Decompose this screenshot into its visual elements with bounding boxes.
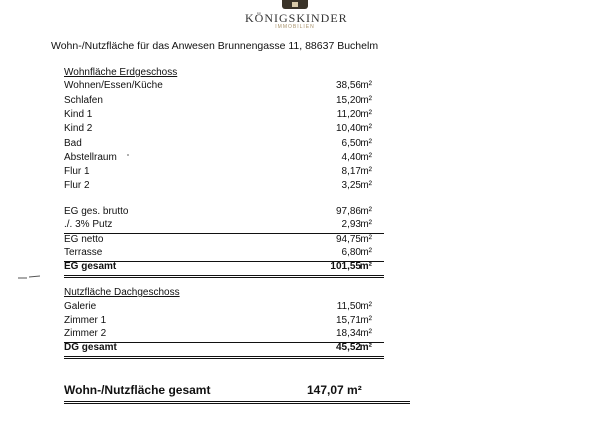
document-title: Wohn-/Nutzfläche für das Anwesen Brunnengasse 11, 88637 Buchelm xyxy=(51,40,379,52)
room-label: Flur 1 xyxy=(64,166,90,177)
area-unit: m² xyxy=(360,206,372,217)
room-row-storage xyxy=(64,152,384,166)
area-unit: m² xyxy=(360,166,372,177)
room-area: 4,40 xyxy=(341,152,361,163)
area-unit: m² xyxy=(360,301,372,312)
grand-total-label: Wohn-/Nutzfläche gesamt xyxy=(64,383,211,397)
crown-logo-icon xyxy=(282,0,308,9)
upper-floor-heading: Nutzfläche Dachgeschoss xyxy=(64,287,180,298)
area-unit: m² xyxy=(360,247,372,258)
room-area: 15,20 xyxy=(335,95,361,106)
brand-subtitle: IMMOBILIEN xyxy=(275,24,315,30)
area-unit: m² xyxy=(360,234,372,245)
gross-label: EG ges. brutto xyxy=(64,206,129,217)
plaster-area: 2,93 xyxy=(341,219,361,230)
room-area: 6,50 xyxy=(341,138,361,149)
room-label: Bad xyxy=(64,138,82,149)
area-unit: m² xyxy=(347,383,362,397)
room-row-gallery xyxy=(64,301,384,315)
room-label: Schlafen xyxy=(64,95,103,106)
area-unit: m² xyxy=(360,123,372,134)
area-unit: m² xyxy=(360,219,372,230)
scan-speck xyxy=(127,154,129,156)
terrace-area: 6,80 xyxy=(341,247,361,258)
brand-name: KÖNIGSKINDER xyxy=(245,11,348,25)
area-unit: m² xyxy=(360,109,372,120)
room-row-living xyxy=(64,80,384,94)
room-row-room1 xyxy=(64,315,384,329)
grand-total-value: 147,07 xyxy=(307,383,344,397)
area-unit: m² xyxy=(359,342,372,353)
terrace-label: Terrasse xyxy=(64,247,103,258)
area-unit: m² xyxy=(360,180,372,191)
ground-floor-heading: Wohnfläche Erdgeschoss xyxy=(64,67,178,78)
area-unit: m² xyxy=(360,95,372,106)
ground-floor-total-area: 101,55 xyxy=(330,261,361,272)
room-label: Zimmer 1 xyxy=(64,315,107,326)
net-row xyxy=(64,234,384,248)
company-logo xyxy=(245,0,348,34)
grand-total-row xyxy=(64,381,410,404)
room-area: 3,25 xyxy=(341,180,361,191)
room-label: Galerie xyxy=(64,301,97,312)
upper-floor-total-label: DG gesamt xyxy=(64,342,117,353)
room-row-child2 xyxy=(64,123,384,137)
room-label: Flur 2 xyxy=(64,180,90,191)
upper-floor-total-area: 45,52 xyxy=(335,342,361,353)
area-unit: m² xyxy=(360,315,372,326)
room-row-bath xyxy=(64,138,384,152)
area-unit: m² xyxy=(359,261,372,272)
room-area: 10,40 xyxy=(335,123,361,134)
room-row-hall2 xyxy=(64,180,384,194)
ground-floor-total-row xyxy=(64,261,384,278)
ground-floor-total-label: EG gesamt xyxy=(64,261,117,272)
room-label: Kind 1 xyxy=(64,109,93,120)
room-row-hall1 xyxy=(64,166,384,180)
grand-total-area xyxy=(307,383,362,397)
plaster-label: ./. 3% Putz xyxy=(64,219,113,230)
upper-floor-total-row xyxy=(64,342,384,359)
room-area: 11,20 xyxy=(336,109,361,120)
net-area: 94,75 xyxy=(335,234,361,245)
area-unit: m² xyxy=(360,328,372,339)
area-unit: m² xyxy=(360,138,372,149)
room-label: Wohnen/Essen/Küche xyxy=(64,80,163,91)
area-unit: m² xyxy=(360,152,372,163)
terrace-row xyxy=(64,247,384,262)
room-label: Abstellraum xyxy=(64,152,117,163)
gross-area: 97,86 xyxy=(335,206,361,217)
room-row-room2 xyxy=(64,328,384,343)
room-area: 8,17 xyxy=(341,166,361,177)
room-area: 18,34 xyxy=(335,328,361,339)
gross-row xyxy=(64,206,384,220)
room-area: 11,50 xyxy=(336,301,361,312)
room-row-child1 xyxy=(64,109,384,123)
area-unit: m² xyxy=(360,80,372,91)
net-label: EG netto xyxy=(64,234,104,245)
room-label: Kind 2 xyxy=(64,123,93,134)
margin-scribble-mark xyxy=(18,275,40,279)
room-area: 38,56 xyxy=(335,80,361,91)
room-area: 15,71 xyxy=(335,315,361,326)
room-label: Zimmer 2 xyxy=(64,328,107,339)
plaster-deduction-row xyxy=(64,219,384,234)
room-row-bedroom xyxy=(64,95,384,109)
